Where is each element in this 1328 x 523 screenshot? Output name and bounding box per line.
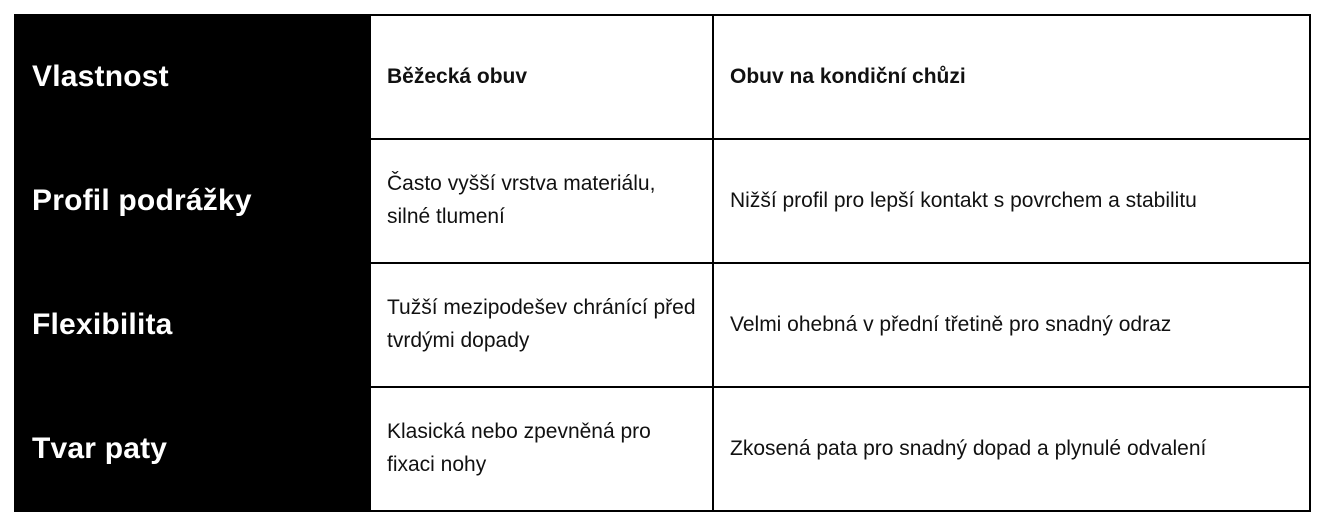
row-property-heel-shape: Tvar paty <box>15 387 370 511</box>
cell-running-heel-shape: Klasická nebo zpevněná pro fixaci nohy <box>370 387 713 511</box>
cell-walking-sole-profile: Nižší profil pro lepší kontakt s povrchem a stabilitu <box>713 139 1310 263</box>
row-property-flexibility: Flexibilita <box>15 263 370 387</box>
cell-walking-heel-shape: Zkosená pata pro snadný dopad a plynulé odvalení <box>713 387 1310 511</box>
table-row <box>15 139 1310 263</box>
cell-running-flexibility: Tužší mezipodešev chránící před tvrdými dopady <box>370 263 713 387</box>
header-running-shoes: Běžecká obuv <box>370 15 713 139</box>
header-property-cell: Vlastnost <box>15 15 370 139</box>
table-row <box>15 263 1310 387</box>
table-row <box>15 387 1310 511</box>
row-property-sole-profile: Profil podrážky <box>15 139 370 263</box>
table-header-row <box>15 15 1310 139</box>
header-walking-shoes: Obuv na kondiční chůzi <box>713 15 1310 139</box>
cell-walking-flexibility: Velmi ohebná v přední třetině pro snadný odraz <box>713 263 1310 387</box>
cell-running-sole-profile: Často vyšší vrstva materiálu, silné tlumení <box>370 139 713 263</box>
comparison-table <box>14 14 1311 512</box>
